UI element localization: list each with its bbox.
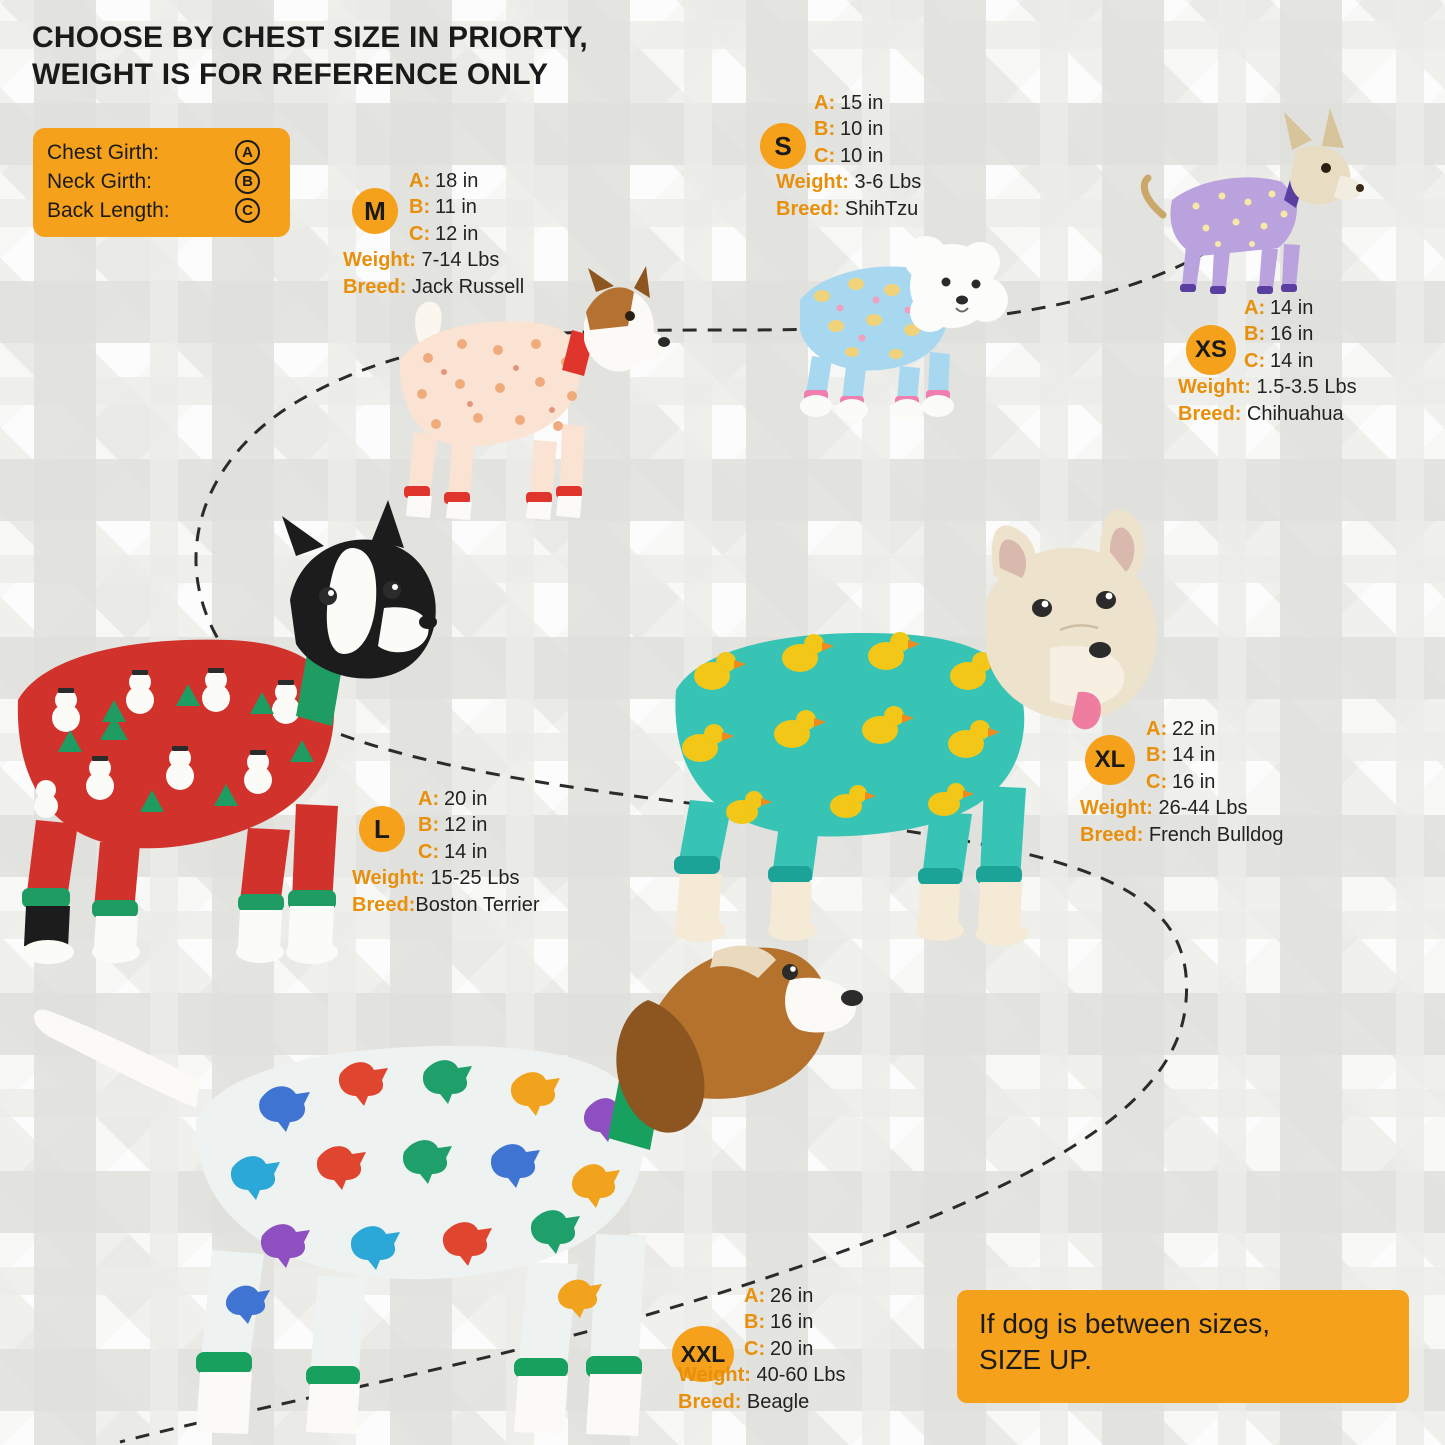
- spec-xs-weight-key: Weight:: [1178, 376, 1251, 399]
- page-title-line-2: WEIGHT IS FOR REFERENCE ONLY: [32, 57, 549, 91]
- spec-m-neck: [409, 194, 524, 220]
- spec-xs-neck-value: 16 in: [1270, 323, 1314, 346]
- spec-xs-chest-key: A:: [1244, 297, 1266, 319]
- spec-xxl-chest-value: 26 in: [770, 1285, 814, 1307]
- spec-xs-breed-key: Breed:: [1178, 402, 1242, 425]
- spec-l-chest-value: 20 in: [444, 788, 488, 810]
- spec-s-breed-key: Breed:: [776, 197, 840, 220]
- spec-xs-breed-value: Chihuahua: [1246, 402, 1344, 425]
- spec-xl-chest-value: 22 in: [1172, 718, 1216, 740]
- spec-m-back-value: 12 in: [435, 222, 479, 245]
- legend-label-chest: Chest Girth:: [47, 140, 160, 164]
- size-badge-s: S: [760, 123, 806, 169]
- spec-l-back-key: C:: [418, 840, 440, 863]
- size-badge-m: M: [352, 188, 398, 234]
- spec-s-chest-key: A:: [814, 92, 836, 114]
- spec-l-neck-key: B:: [418, 814, 440, 837]
- spec-xxl-breed: [678, 1389, 845, 1415]
- spec-xl-back-key: C:: [1146, 770, 1168, 793]
- spec-xs-breed: [1178, 401, 1357, 427]
- spec-m-back-key: C:: [409, 222, 431, 245]
- spec-l-weight-key: Weight:: [352, 867, 425, 890]
- spec-xxl-chest-key: A:: [744, 1285, 766, 1307]
- legend-badge-a: A: [235, 140, 260, 165]
- spec-m-weight: [343, 247, 524, 273]
- spec-xxl-back-value: 20 in: [770, 1337, 814, 1360]
- spec-l-chest-key: A:: [418, 788, 440, 810]
- legend-badge-b: B: [235, 169, 260, 194]
- spec-m-back: [409, 221, 524, 247]
- size-badge-xl: XL: [1085, 735, 1135, 785]
- spec-xxl-breed-value: Beagle: [746, 1390, 810, 1413]
- spec-xl-breed-key: Breed:: [1080, 823, 1144, 846]
- spec-xxl-back-key: C:: [744, 1337, 766, 1360]
- spec-l-back-value: 14 in: [444, 840, 488, 863]
- size-badge-xxl: XXL: [672, 1326, 734, 1382]
- spec-block-s: [776, 90, 922, 222]
- spec-xl-breed: [1080, 822, 1283, 848]
- spec-m-breed-value: Jack Russell: [411, 275, 525, 298]
- size-badge-l: L: [359, 806, 405, 852]
- spec-s-back-value: 10 in: [840, 144, 884, 167]
- spec-xs-back-key: C:: [1244, 349, 1266, 372]
- spec-l-breed: [352, 892, 540, 918]
- spec-xxl-weight-key: Weight:: [678, 1364, 751, 1387]
- spec-l-breed-value: Boston Terrier: [415, 893, 540, 916]
- spec-l-back: [418, 839, 540, 865]
- spec-xxl-neck-key: B:: [744, 1311, 766, 1334]
- spec-m-breed-key: Breed:: [343, 275, 407, 298]
- size-up-note-line-2: SIZE UP.: [979, 1343, 1093, 1375]
- size-badge-xs: XS: [1186, 325, 1236, 375]
- spec-xxl-chest: [744, 1283, 845, 1309]
- spec-s-neck-key: B:: [814, 118, 836, 141]
- spec-xs-chest-value: 14 in: [1270, 297, 1314, 319]
- spec-xs-weight: [1178, 374, 1357, 400]
- spec-m-chest-value: 18 in: [435, 170, 479, 192]
- legend-label-back: Back Length:: [47, 198, 170, 222]
- spec-xs-weight-value: 1.5-3.5 Lbs: [1256, 376, 1357, 399]
- spec-xl-chest-key: A:: [1146, 718, 1168, 740]
- spec-xxl-weight: [678, 1362, 845, 1388]
- page-title: [32, 20, 588, 93]
- spec-m-breed: [343, 274, 524, 300]
- spec-m-neck-key: B:: [409, 196, 431, 219]
- spec-xxl-back: [744, 1336, 845, 1362]
- legend-row-back: [47, 196, 276, 225]
- spec-xs-back-value: 14 in: [1270, 349, 1314, 372]
- spec-xs-chest: [1244, 295, 1357, 321]
- spec-l-weight-value: 15-25 Lbs: [430, 867, 520, 890]
- spec-xl-back-value: 16 in: [1172, 770, 1216, 793]
- spec-s-weight-key: Weight:: [776, 171, 849, 194]
- spec-xl-chest: [1146, 716, 1283, 742]
- spec-m-weight-key: Weight:: [343, 249, 416, 272]
- spec-s-chest-value: 15 in: [840, 92, 884, 114]
- spec-m-chest: [409, 168, 524, 194]
- spec-l-neck-value: 12 in: [444, 814, 488, 837]
- spec-block-l: [352, 786, 540, 918]
- size-up-note-line-1: If dog is between sizes,: [979, 1308, 1271, 1339]
- page-title-line-1: CHOOSE BY CHEST SIZE IN PRIORTY,: [32, 21, 588, 54]
- spec-l-weight: [352, 865, 540, 891]
- spec-xl-weight-key: Weight:: [1080, 797, 1153, 820]
- spec-m-chest-key: A:: [409, 170, 431, 192]
- spec-xl-neck-key: B:: [1146, 744, 1168, 767]
- spec-xxl-neck-value: 16 in: [770, 1311, 814, 1334]
- spec-xs-neck: [1244, 321, 1357, 347]
- spec-xs-back: [1244, 348, 1357, 374]
- spec-m-weight-value: 7-14 Lbs: [421, 249, 500, 272]
- spec-xs-neck-key: B:: [1244, 323, 1266, 346]
- spec-l-chest: [418, 786, 540, 812]
- spec-l-neck: [418, 812, 540, 838]
- spec-xl-weight-value: 26-44 Lbs: [1158, 797, 1248, 820]
- spec-s-chest: [814, 90, 921, 116]
- spec-xxl-breed-key: Breed:: [678, 1390, 742, 1413]
- spec-l-breed-key: Breed:: [352, 893, 416, 916]
- size-up-note: [957, 1290, 1409, 1403]
- spec-xxl-neck: [744, 1309, 845, 1335]
- spec-xl-neck: [1146, 742, 1283, 768]
- spec-xxl-weight-value: 40-60 Lbs: [756, 1364, 846, 1387]
- spec-s-back: [814, 143, 921, 169]
- legend-row-chest: [47, 138, 276, 167]
- legend-row-neck: [47, 167, 276, 196]
- spec-xl-back: [1146, 769, 1283, 795]
- spec-s-neck: [814, 116, 921, 142]
- spec-xl-neck-value: 14 in: [1172, 744, 1216, 767]
- spec-s-breed-value: ShihTzu: [844, 197, 919, 220]
- spec-block-m: [343, 168, 525, 300]
- legend-label-neck: Neck Girth:: [47, 169, 153, 193]
- spec-m-neck-value: 11 in: [435, 196, 477, 219]
- measurement-legend: [33, 128, 290, 237]
- spec-s-breed: [776, 196, 921, 222]
- legend-badge-c: C: [235, 198, 260, 223]
- spec-xl-breed-value: French Bulldog: [1148, 823, 1284, 846]
- spec-s-weight-value: 3-6 Lbs: [854, 171, 922, 194]
- spec-s-back-key: C:: [814, 144, 836, 167]
- spec-s-neck-value: 10 in: [840, 118, 884, 141]
- spec-xl-weight: [1080, 795, 1283, 821]
- spec-s-weight: [776, 169, 921, 195]
